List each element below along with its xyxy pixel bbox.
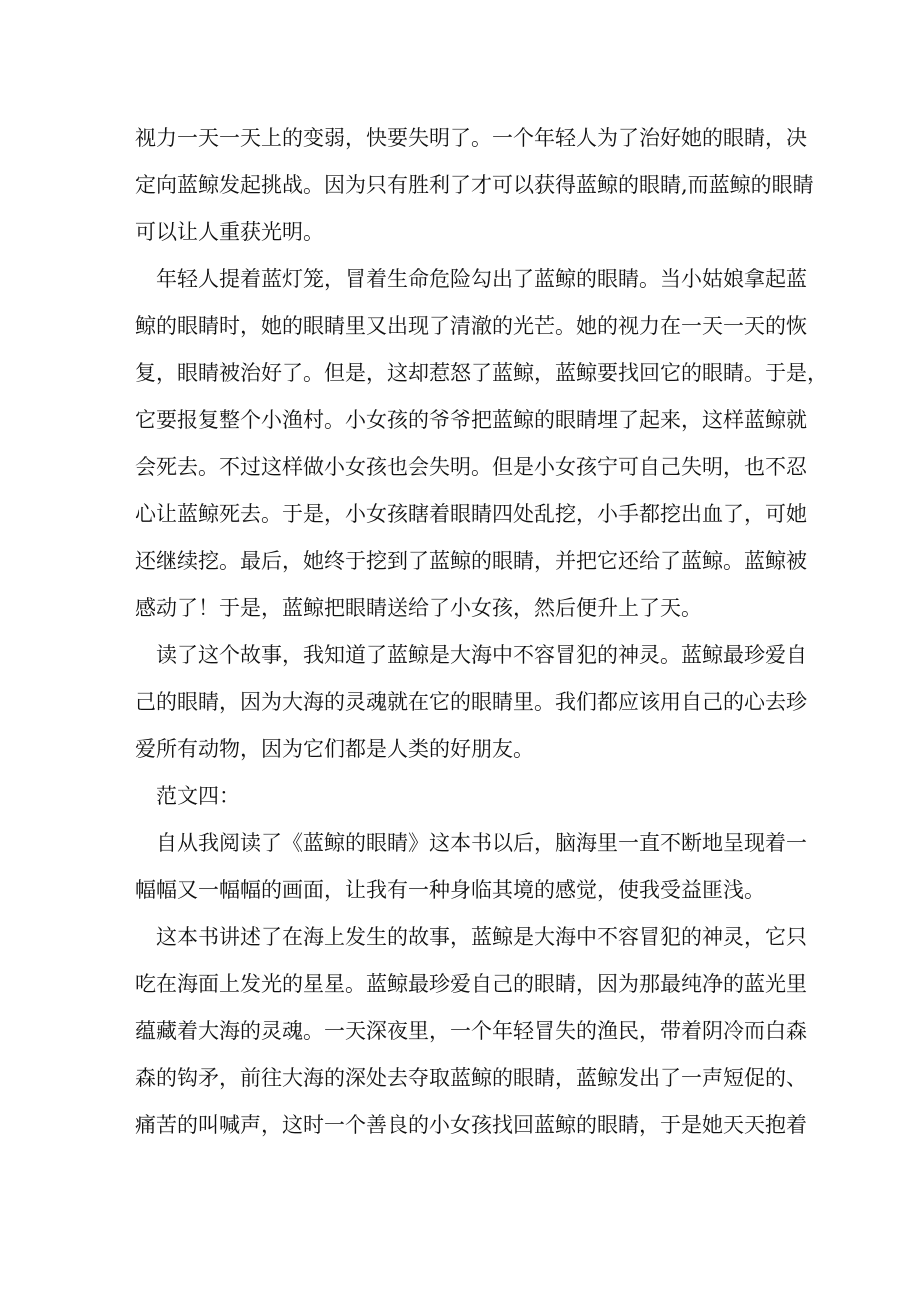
text-line: 感动了！于是，蓝鲸把眼睛送给了小女孩，然后便升上了天。 [135, 596, 702, 620]
text-line: 幅幅又一幅幅的画面，让我有一种身临其境的感觉，使我受益匪浅。 [135, 878, 765, 902]
text-line: 年轻人提着蓝灯笼，冒着生命危险勾出了蓝鲸的眼睛。当小姑娘拿起蓝 [156, 267, 807, 291]
text-line: 自从我阅读了《蓝鲸的眼睛》这本书以后，脑海里一直不断地呈现着一 [156, 831, 807, 855]
text-line: 己的眼睛，因为大海的灵魂就在它的眼睛里。我们都应该用自己的心去珍 [135, 690, 807, 714]
section-heading: 范文四： [156, 784, 240, 808]
text-line: 痛苦的叫喊声，这时一个善良的小女孩找回蓝鲸的眼睛，于是她天天抱着 [135, 1113, 807, 1137]
text-line: 心让蓝鲸死去。于是，小女孩瞎着眼睛四处乱挖，小手都挖出血了，可她 [135, 502, 807, 526]
text-line: 读了这个故事，我知道了蓝鲸是大海中不容冒犯的神灵。蓝鲸最珍爱自 [156, 643, 807, 667]
text-line: 这本书讲述了在海上发生的故事，蓝鲸是大海中不容冒犯的神灵，它只 [156, 925, 807, 949]
text-line: 定向蓝鲸发起挑战。因为只有胜利了才可以获得蓝鲸的眼睛,而蓝鲸的眼睛 [135, 173, 814, 197]
text-line: 视力一天一天上的变弱，快要失明了。一个年轻人为了治好她的眼睛，决 [135, 126, 807, 150]
text-line: 爱所有动物，因为它们都是人类的好朋友。 [135, 737, 534, 761]
text-line: 会死去。不过这样做小女孩也会失明。但是小女孩宁可自己失明，也不忍 [135, 455, 807, 479]
text-line: 它要报复整个小渔村。小女孩的爷爷把蓝鲸的眼睛埋了起来，这样蓝鲸就 [135, 408, 807, 432]
text-line: 复，眼睛被治好了。但是，这却惹怒了蓝鲸，蓝鲸要找回它的眼睛。于是， [135, 361, 828, 385]
text-line: 蕴藏着大海的灵魂。一天深夜里，一个年轻冒失的渔民，带着阴冷而白森 [135, 1019, 807, 1043]
text-line: 鲸的眼睛时，她的眼睛里又出现了清澈的光芒。她的视力在一天一天的恢 [135, 314, 807, 338]
text-line: 森的钩矛，前往大海的深处去夺取蓝鲸的眼睛，蓝鲸发出了一声短促的、 [135, 1066, 807, 1090]
text-line: 吃在海面上发光的星星。蓝鲸最珍爱自己的眼睛，因为那最纯净的蓝光里 [135, 972, 807, 996]
text-line: 可以让人重获光明。 [135, 220, 324, 244]
text-line: 还继续挖。最后，她终于挖到了蓝鲸的眼睛，并把它还给了蓝鲸。蓝鲸被 [135, 549, 807, 573]
